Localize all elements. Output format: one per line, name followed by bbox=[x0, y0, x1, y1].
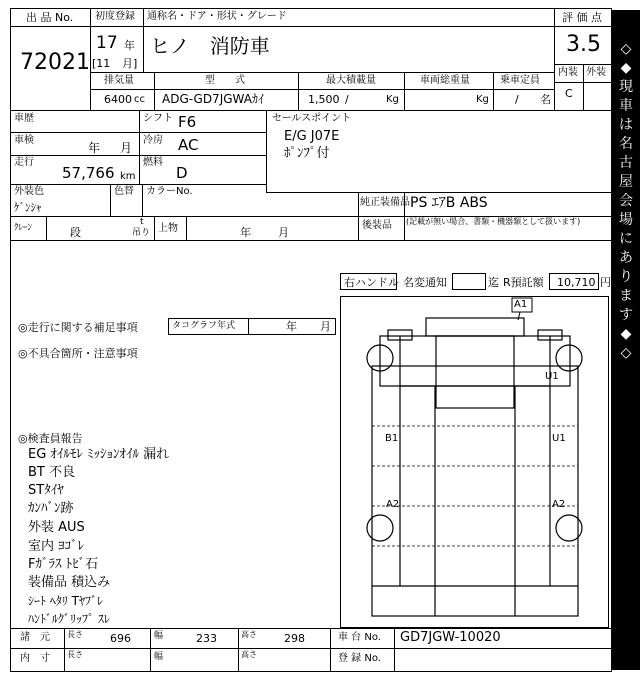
color-value: ｹﾞﾝｼｬ bbox=[14, 201, 42, 214]
yen-unit: 円 bbox=[600, 276, 611, 289]
chassis-label: 車 台 No. bbox=[338, 632, 381, 643]
list-item: ｶﾝﾊﾞﾝ跡 bbox=[28, 501, 74, 516]
chassis-value: GD7JGW-10020 bbox=[400, 630, 501, 645]
tacho-label: タコグラフ年式 bbox=[172, 321, 236, 331]
maxload-label: 最大積載量 bbox=[326, 75, 376, 86]
km-unit: km bbox=[120, 171, 136, 182]
line bbox=[266, 110, 267, 192]
kg-unit-1: Kg bbox=[386, 94, 399, 105]
slash-2: / bbox=[515, 93, 519, 106]
interior-grade: C bbox=[565, 87, 573, 100]
deadline-label: 迄 bbox=[488, 276, 499, 289]
side-banner-text bbox=[612, 10, 640, 363]
reg-label: 初度登録 bbox=[95, 11, 135, 22]
maxload-value: 1,500 bbox=[308, 93, 340, 106]
displacement-value: 6400 bbox=[104, 93, 132, 106]
shift-label: シフト bbox=[143, 113, 173, 124]
side-banner-char: あ bbox=[619, 250, 633, 266]
line bbox=[64, 628, 65, 672]
line bbox=[142, 184, 143, 216]
line bbox=[330, 628, 331, 672]
line bbox=[10, 155, 266, 156]
equip-value: PS ｴｱB ABS bbox=[410, 195, 488, 211]
model-value: ADG-GD7JGWAｶｲ bbox=[162, 92, 264, 106]
handle-value: 右ハンドル bbox=[344, 276, 399, 289]
height-label: 高さ bbox=[241, 630, 257, 639]
year-unit: 年 bbox=[124, 39, 135, 52]
line bbox=[493, 72, 494, 110]
width-label: 幅 bbox=[154, 631, 164, 641]
line bbox=[110, 184, 111, 216]
model-label: 型 式 bbox=[205, 75, 245, 86]
line bbox=[238, 628, 239, 672]
side-banner-char: ◇ bbox=[620, 345, 632, 361]
side-banner bbox=[612, 10, 640, 670]
line bbox=[10, 628, 612, 629]
r-deposit-label: R預託額 bbox=[503, 276, 544, 289]
retro-note: (記載が無い場合、書類・機器類として扱います) bbox=[406, 217, 581, 226]
reg-no-label: 登 録 No. bbox=[338, 653, 381, 664]
line bbox=[554, 26, 612, 27]
list-item: EG ｵｲﾙﾓﾚ ﾐｯｼｮﾝｵｲﾙ 漏れ bbox=[28, 447, 170, 462]
history-label: 車歴 bbox=[14, 113, 34, 124]
gvw-label: 車両総重量 bbox=[420, 75, 470, 86]
length-value: 696 bbox=[110, 632, 131, 645]
inspector-heading: ◎検査員報告 bbox=[18, 432, 83, 445]
side-banner-char: 車 bbox=[619, 98, 633, 114]
side-banner-char: 現 bbox=[619, 79, 633, 95]
side-banner-char: り bbox=[619, 269, 633, 285]
mark-a2-left: A2 bbox=[386, 499, 400, 510]
fuel-label: 燃料 bbox=[143, 157, 163, 168]
upper-month-unit: 月 bbox=[278, 226, 289, 239]
line bbox=[10, 110, 612, 111]
line bbox=[139, 110, 140, 184]
mark-u1-top: U1 bbox=[545, 371, 559, 382]
line bbox=[248, 318, 249, 335]
vehicle-name: ヒノ 消防車 bbox=[150, 34, 270, 58]
height-label-2: 高さ bbox=[241, 650, 257, 659]
color-label: 外装色 bbox=[14, 186, 44, 197]
side-banner-char: は bbox=[619, 117, 633, 133]
cc-unit: cc bbox=[134, 94, 145, 105]
height-value: 298 bbox=[284, 632, 305, 645]
side-banner-char: ◆ bbox=[620, 60, 632, 76]
slash-1: / bbox=[345, 93, 349, 106]
crane-label: ｸﾚｰﾝ bbox=[14, 223, 33, 233]
length-label: 長さ bbox=[67, 630, 83, 639]
list-item: ﾊﾝﾄﾞﾙｸﾞﾘｯﾌﾟ ｽﾚ bbox=[28, 612, 110, 626]
list-item: 室内 ﾖｺﾞﾚ bbox=[28, 539, 85, 554]
displacement-label: 排気量 bbox=[104, 75, 134, 86]
capacity-label: 乗車定員 bbox=[500, 75, 540, 86]
tacho-month-unit: 月 bbox=[320, 320, 331, 333]
side-banner-char: ◆ bbox=[620, 326, 632, 342]
line bbox=[266, 192, 358, 193]
side-banner-char: ま bbox=[619, 288, 633, 304]
interior-label: 内装 bbox=[558, 67, 578, 78]
line bbox=[154, 216, 155, 240]
mark-a1: A1 bbox=[514, 299, 528, 310]
upper-label: 上物 bbox=[158, 223, 178, 234]
tacho-year-unit: 年 bbox=[286, 320, 297, 333]
line bbox=[358, 192, 359, 240]
run-heading: ◎走行に関する補足事項 bbox=[18, 321, 138, 334]
exterior-label: 外装 bbox=[586, 67, 606, 78]
sales-line-1: E/G J07E bbox=[284, 129, 340, 144]
side-banner-char: 屋 bbox=[619, 174, 633, 190]
list-item: STﾀｲﾔ bbox=[28, 483, 64, 498]
equip-label: 純正装備品 bbox=[360, 197, 410, 208]
month-unit: 月] bbox=[122, 57, 138, 70]
lot-label: 出 品 No. bbox=[26, 11, 74, 24]
line bbox=[46, 216, 47, 240]
sales-line-2: ﾎﾟﾝﾌﾟ付 bbox=[284, 146, 330, 161]
width-label-2: 幅 bbox=[154, 652, 164, 662]
line bbox=[90, 89, 554, 90]
side-banner-char: ◇ bbox=[620, 41, 632, 57]
line bbox=[143, 8, 144, 72]
line bbox=[10, 240, 612, 241]
kg-unit-2: Kg bbox=[476, 94, 489, 105]
inspection-month-unit: 月 bbox=[120, 141, 133, 155]
name-change-label: 名変通知 bbox=[403, 276, 447, 289]
list-item: ｼｰﾄ ﾍﾀﾘ Tﾔﾌﾞﾚ bbox=[28, 594, 103, 608]
line bbox=[404, 72, 405, 110]
line bbox=[10, 184, 266, 185]
side-banner-char: 場 bbox=[619, 212, 633, 228]
width-value: 233 bbox=[196, 632, 217, 645]
retro-label: 後装品 bbox=[362, 220, 392, 231]
reg-month: [11 bbox=[92, 57, 111, 70]
ac-label: 冷房 bbox=[143, 135, 163, 146]
moro-label: 諸 元 bbox=[20, 632, 50, 643]
line bbox=[10, 132, 266, 133]
name-label: 通称名・ドア・形状・グレード bbox=[147, 11, 287, 22]
upper-year-unit: 年 bbox=[240, 226, 251, 239]
mark-u1-mid: U1 bbox=[552, 433, 566, 444]
name-change-box bbox=[452, 273, 486, 290]
sales-point-label: セールスポイント bbox=[272, 113, 352, 124]
line bbox=[90, 72, 554, 73]
reg-year: 17 bbox=[96, 33, 118, 53]
defect-heading: ◎不具合箇所・注意事項 bbox=[18, 347, 138, 360]
side-banner-char: 名 bbox=[619, 136, 633, 152]
uchi-label: 内 寸 bbox=[20, 653, 50, 664]
crane-t: t bbox=[140, 217, 144, 227]
mark-b1: B1 bbox=[385, 433, 399, 444]
line bbox=[90, 8, 91, 110]
color-change-label: 色替 bbox=[114, 186, 134, 197]
line bbox=[554, 8, 555, 110]
line bbox=[358, 192, 612, 193]
inspection-year-unit: 年 bbox=[88, 141, 101, 155]
list-item: Fｶﾞﾗｽ ﾄﾋﾞ石 bbox=[28, 557, 99, 572]
inspection-label: 車検 bbox=[14, 135, 34, 146]
line bbox=[10, 648, 612, 649]
lot-number: 72021 bbox=[20, 50, 90, 75]
line bbox=[298, 72, 299, 110]
capacity-unit: 名 bbox=[540, 93, 551, 106]
list-item: 外装 AUS bbox=[28, 520, 85, 535]
list-item: BT 不良 bbox=[28, 465, 75, 480]
mileage-label: 走行 bbox=[14, 157, 34, 168]
line bbox=[150, 628, 151, 672]
side-banner-char: す bbox=[619, 307, 633, 323]
line bbox=[10, 26, 90, 27]
line bbox=[583, 64, 584, 110]
score: 3.5 bbox=[566, 32, 601, 57]
line bbox=[154, 72, 155, 110]
r-deposit-value: 10,710 bbox=[557, 276, 596, 289]
color-no-label: カラーNo. bbox=[146, 186, 193, 197]
length-label-2: 長さ bbox=[67, 650, 83, 659]
vehicle-damage-diagram bbox=[340, 296, 609, 628]
fuel-value: D bbox=[176, 164, 188, 182]
mark-a2-right: A2 bbox=[552, 499, 566, 510]
line bbox=[90, 26, 554, 27]
shift-value: F6 bbox=[178, 113, 197, 131]
side-banner-char: に bbox=[619, 231, 633, 247]
line bbox=[394, 628, 395, 672]
line bbox=[186, 216, 187, 240]
mileage-value: 57,766 bbox=[62, 164, 115, 182]
side-banner-char: 会 bbox=[619, 193, 633, 209]
list-item: 装備品 積込み bbox=[28, 575, 111, 590]
side-banner-char: 古 bbox=[619, 155, 633, 171]
score-label: 評 価 点 bbox=[562, 11, 602, 24]
ac-value: AC bbox=[178, 136, 199, 154]
crane-stage: 段 bbox=[70, 226, 81, 239]
crane-tsuri: 吊り bbox=[132, 228, 151, 238]
